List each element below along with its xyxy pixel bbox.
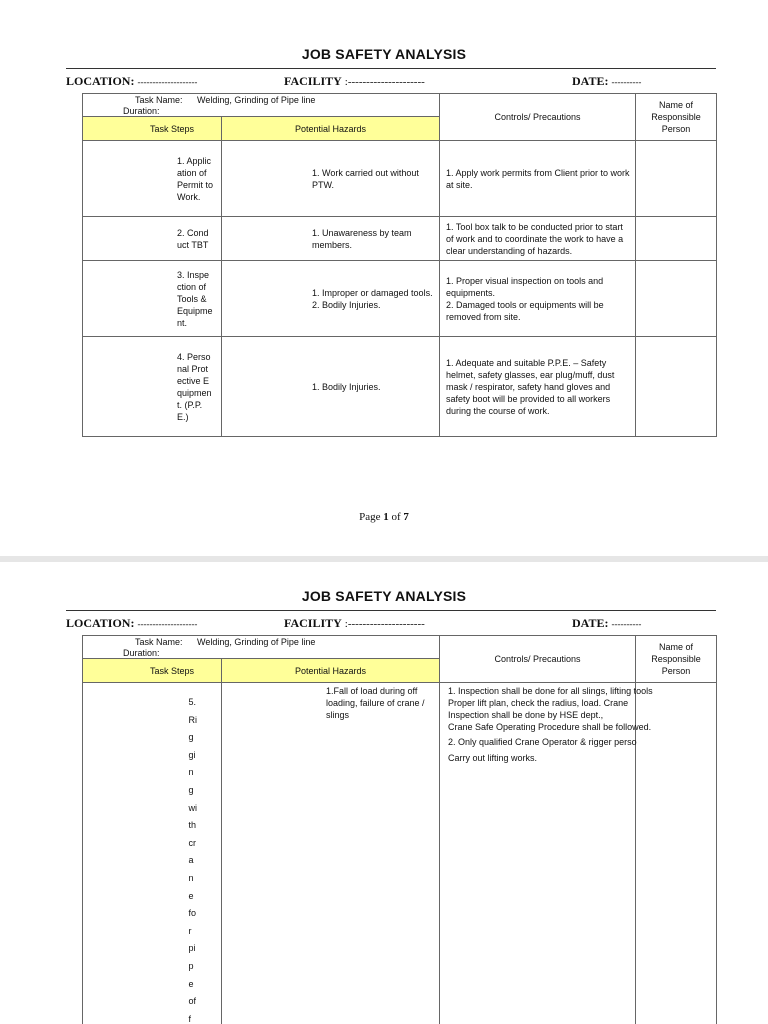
date-label: DATE:	[572, 616, 609, 630]
hazard-text: 1. Bodily Injuries.	[312, 381, 381, 392]
task-step-fragment: e	[188, 978, 194, 989]
date-field	[572, 616, 641, 631]
control-text: 1. Adequate and suitable P.P.E. – Safety helmet, safety glasses, ear plug/muff, dust mask / respirator, safety hand gloves and safety boot will be provided to all workers during the course of work.	[446, 357, 615, 416]
hazard-cell	[222, 141, 440, 217]
task-step-cell	[83, 261, 222, 337]
task-step-fragment: gi	[188, 749, 196, 760]
footer-of-label: of	[391, 511, 401, 523]
control-text: 2. Only qualified Crane Operator & rigger perso	[448, 737, 637, 747]
person-cell	[636, 217, 717, 261]
hazard-text: 1. Unawareness by team members.	[312, 227, 412, 250]
location-label: LOCATION:	[66, 74, 135, 88]
col-hazards-header: Potential Hazards	[222, 117, 440, 141]
control-text: 1. Inspection shall be done for all slings, lifting tools	[448, 686, 653, 696]
table-row	[83, 337, 717, 437]
page-footer	[0, 511, 768, 523]
footer-page-label: Page	[359, 511, 381, 523]
task-step-fragment: a	[188, 855, 194, 866]
task-step-cell	[83, 683, 222, 1024]
table-row	[83, 217, 717, 261]
task-name-label: Task Name:	[135, 95, 183, 105]
task-step-fragment: of	[188, 996, 197, 1007]
control-cell	[440, 217, 636, 261]
table-row	[83, 261, 717, 337]
task-step-fragment: n	[188, 767, 194, 778]
task-step-text: 3. Inspection of Tools & Equipment.	[177, 269, 213, 328]
control-cell	[440, 337, 636, 437]
task-name-value: Welding, Grinding of Pipe line	[197, 637, 316, 647]
control-text: Crane Safe Operating Procedure shall be followed.	[448, 722, 652, 732]
task-name-value: Welding, Grinding of Pipe line	[197, 95, 316, 105]
facility-label: FACILITY	[284, 616, 342, 630]
hazard-cell	[222, 217, 440, 261]
duration-label: Duration:	[123, 648, 160, 658]
task-step-fragment: e	[188, 890, 194, 901]
page-title: JOB SAFETY ANALYSIS	[301, 46, 467, 62]
jsa-table	[82, 93, 717, 437]
control-text: Carry out lifting works.	[448, 753, 538, 763]
col-controls-header: Controls/ Precautions	[440, 636, 636, 683]
task-step-fragment: r	[188, 925, 192, 936]
task-step-fragment: fo	[188, 908, 197, 919]
hazard-text: 1. Improper or damaged tools.	[312, 287, 433, 298]
facility-value: :---------------------	[344, 618, 425, 630]
col-person-header: Name of Responsible Person	[636, 94, 717, 141]
col-person-header: Name of Responsible Person	[636, 636, 717, 683]
col-task-steps-header: Task Steps	[83, 117, 222, 141]
task-step-fragment: Ri	[188, 714, 197, 725]
task-step-fragment: 5.	[188, 697, 197, 707]
col-hazards-header: Potential Hazards	[222, 659, 440, 683]
task-name-label: Task Name:	[135, 637, 183, 647]
task-step-fragment: th	[188, 820, 197, 831]
col-task-steps-header: Task Steps	[83, 659, 222, 683]
task-step-cell	[83, 141, 222, 217]
location-field	[66, 616, 197, 631]
task-step-cell	[83, 217, 222, 261]
jsa-table	[82, 635, 717, 1024]
hazard-cell	[222, 683, 440, 1024]
page-title: JOB SAFETY ANALYSIS	[301, 588, 467, 604]
location-value: --------------------	[137, 77, 198, 87]
location-label: LOCATION:	[66, 616, 135, 630]
person-cell	[636, 337, 717, 437]
task-step-fragment: f	[188, 1013, 192, 1024]
control-cell	[440, 683, 653, 1024]
table-row	[83, 683, 717, 1024]
task-info-cell	[83, 94, 440, 117]
date-field	[572, 74, 641, 89]
header-info-bar	[66, 68, 716, 89]
task-step-fragment: g	[188, 732, 194, 743]
footer-page-number: 1	[383, 511, 389, 523]
date-value: ----------	[611, 77, 642, 87]
control-text: 1. Tool box talk to be conducted prior to start of work and to coordinate the work to have a clear understanding of hazards.	[446, 221, 624, 256]
date-label: DATE:	[572, 74, 609, 88]
task-step-fragment: pi	[188, 943, 196, 954]
control-text: Inspection shall be done by HSE dept.,	[448, 710, 604, 720]
task-step-text: 1. Application of Permit to Work.	[177, 155, 214, 202]
control-text: Proper lift plan, check the radius, load. Crane	[448, 698, 629, 708]
col-controls-header: Controls/ Precautions	[440, 94, 636, 141]
duration-label: Duration:	[123, 106, 160, 116]
task-step-text	[189, 684, 211, 1024]
task-step-fragment: wi	[188, 802, 197, 813]
facility-field	[284, 616, 425, 631]
hazard-text: 1.Fall of load during off loading, failure of crane / slings	[326, 686, 425, 720]
task-step-fragment: g	[188, 784, 194, 795]
control-text: 1. Apply work permits from Client prior to work at site.	[446, 167, 630, 190]
header-info-bar	[66, 610, 716, 631]
facility-label: FACILITY	[284, 74, 342, 88]
table-row	[83, 141, 717, 217]
facility-value: :---------------------	[344, 76, 425, 88]
task-info-cell	[83, 636, 440, 659]
hazard-text: 1. Work carried out without PTW.	[312, 167, 419, 190]
task-step-fragment: p	[188, 960, 194, 971]
control-cell	[440, 141, 636, 217]
task-step-text: 2. Conduct TBT	[177, 227, 209, 250]
hazard-cell	[222, 337, 440, 437]
control-cell	[440, 261, 636, 337]
person-cell	[636, 683, 717, 1024]
control-text: 1. Proper visual inspection on tools and equipments.	[446, 275, 604, 298]
location-field	[66, 74, 197, 89]
date-value: ----------	[611, 619, 642, 629]
footer-page-total: 7	[403, 511, 409, 523]
task-step-fragment: n	[188, 872, 194, 883]
task-step-cell	[83, 337, 222, 437]
page-2	[0, 562, 768, 1024]
facility-field	[284, 74, 425, 89]
hazard-cell	[222, 261, 440, 337]
task-step-fragment: cr	[188, 837, 196, 848]
task-step-text: 4. Personal Protective Equipment. (P.P.E.)	[177, 351, 212, 422]
hazard-text: 2. Bodily Injuries.	[312, 299, 381, 310]
person-cell	[636, 261, 717, 337]
person-cell	[636, 141, 717, 217]
location-value: --------------------	[137, 619, 198, 629]
control-text: 2. Damaged tools or equipments will be removed from site.	[446, 299, 604, 322]
